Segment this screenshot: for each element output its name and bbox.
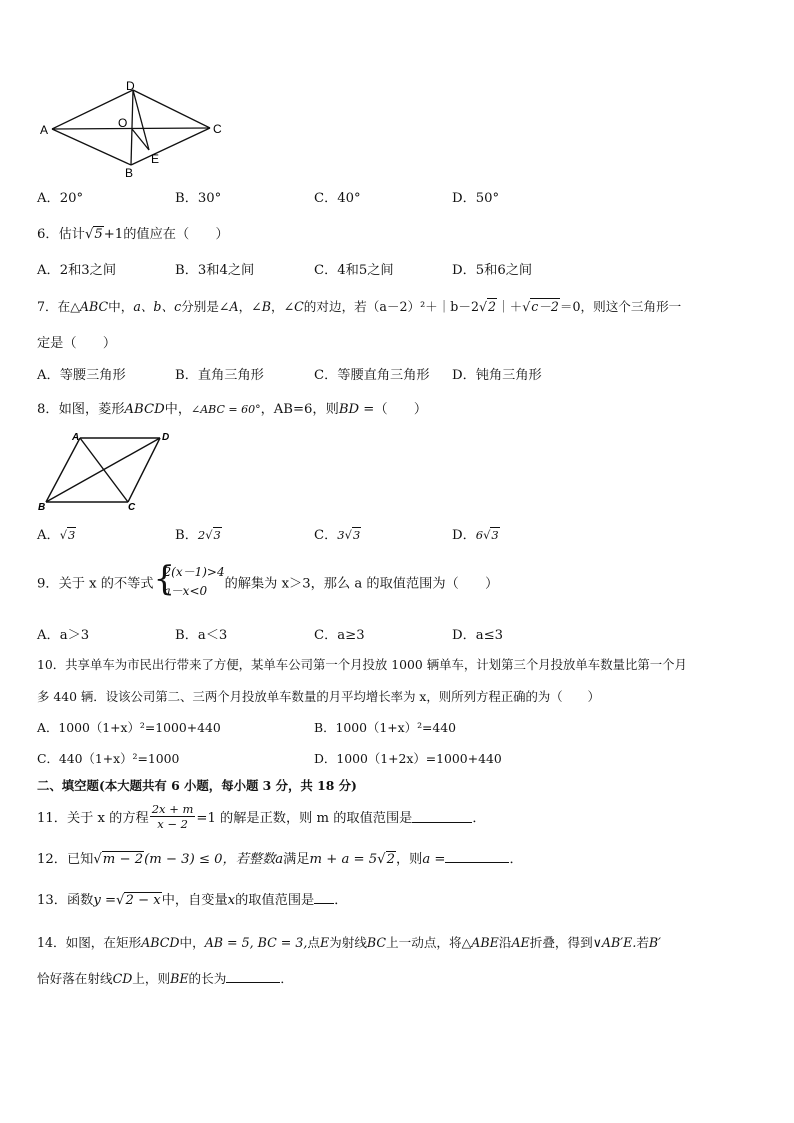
inequality-system: { 2(x－1)>4 a－x<0 [153, 559, 225, 599]
q10-option-d: D．1000（1+2x）=1000+440 [314, 751, 502, 766]
q12-answer-blank [445, 850, 509, 863]
diag-ac [52, 128, 210, 129]
q13-answer-blank [314, 891, 334, 904]
q10-option-a: A．1000（1+x）²=1000+440 [37, 720, 221, 735]
fig5-label-a: A [40, 123, 49, 137]
q10-option-b: B．1000（1+x）²=440 [314, 720, 457, 735]
diag-db [131, 90, 133, 165]
q5-option-c: C．40° [314, 191, 361, 206]
q14-stem-line1: 14．如图，在矩形ABCD中，AB = 5, BC = 3,点E为射线BC上一动点，将△ABE沿AE折叠，得到∨AB′E.若B′ [37, 935, 662, 950]
q7-stem-line2: 定是（ ） [37, 336, 117, 351]
q7-stem-line1: 7．在△ABC中，a、b、c分别是∠A，∠B，∠C的对边，若（a－2）²＋｜b－2√2｜＋√c－2＝0，则这个三角形一 [37, 299, 682, 314]
edge-ba [52, 129, 131, 165]
q8-stem: 8．如图，菱形ABCD中，∠ABC = 60°，AB=6，则BD =（ ） [37, 402, 428, 417]
q6-option-b: B．3和4之间 [175, 263, 255, 278]
q11-fraction: $\frac{2x + m}{x - 2}$ [151, 802, 194, 831]
fig5-label-o: O [118, 116, 128, 130]
q5-option-b: B．30° [175, 191, 222, 206]
q14-stem-line2: 恰好落在射线CD上，则BE的长为 ． [37, 971, 293, 986]
q8-option-b: B．2√3 [175, 528, 221, 543]
q9-option-d: D．a≤3 [452, 628, 504, 643]
q5-option-d: D．50° [452, 191, 500, 206]
q9-option-c: C．a≥3 [314, 628, 365, 643]
section-2-heading: 二、填空题(本大题共有 6 小题，每小题 3 分，共 18 分) [37, 778, 357, 793]
q14-answer-blank [226, 970, 280, 983]
q11-answer-blank [412, 810, 472, 823]
q8-label-d: D [162, 432, 170, 443]
q10-stem-line2: 多 440 辆．设该公司第二、三两个月投放单车数量的月平均增长率为 x，则所列方程正确的为（ ） [37, 689, 600, 704]
edge-cb [131, 128, 210, 165]
q6-option-a: A．2和3之间 [37, 263, 117, 278]
q9-option-b: B．a＜3 [175, 628, 228, 643]
q9-option-a: A．a＞3 [37, 628, 90, 643]
q6-option-d: D．5和6之间 [452, 263, 533, 278]
fig5-label-d: D [126, 80, 135, 93]
fig5-label-e: E [151, 152, 160, 166]
q8-label-c: C [128, 502, 136, 512]
q10-option-c: C．440（1+x）²=1000 [37, 751, 180, 766]
q8-option-a: A．√3 [37, 528, 76, 543]
q7-option-d: D．钝角三角形 [452, 368, 542, 383]
q5-figure [38, 80, 228, 180]
q12-stem: 12．已知√m − 2(m − 3) ≤ 0，若整数a满足m + a = 5√2，则a = ． [37, 852, 523, 867]
q7-option-c: C．等腰直角三角形 [314, 368, 430, 383]
q11-stem: 11．关于 x 的方程 $\frac{2x + m}{x - 2}$ =1 的解是正数，则 m 的取值范围是 ． [37, 802, 486, 831]
q7-option-b: B．直角三角形 [175, 368, 264, 383]
q8-option-d: D．6√3 [452, 528, 499, 543]
sqrt-5: √5 [84, 227, 103, 242]
q5-option-a: A．20° [37, 191, 84, 206]
q8-figure [36, 430, 176, 512]
fig5-label-b: B [125, 166, 134, 180]
q10-stem-line1: 10．共享单车为市民出行带来了方便，某单车公司第一个月投放 1000 辆单车，计划第三个月投放单车数量比第一个月 [37, 657, 687, 672]
q9-stem: 9．关于 x 的不等式 { 2(x－1)>4 a－x<0 的解集为 x＞3，那么 a 的取值范围为（ ） [37, 559, 499, 599]
q8-label-a: A [72, 432, 80, 443]
q8-option-c: C．3√3 [314, 528, 361, 543]
q13-stem: 13．函数y =√2 − x中，自变量x的取值范围是 ． [37, 893, 348, 908]
fig5-label-c: C [213, 122, 222, 136]
q6-option-c: C．4和5之间 [314, 263, 394, 278]
q6-stem: 6．估计√5+1的值应在（ ） [37, 227, 229, 242]
q8-label-b: B [38, 502, 46, 512]
q7-option-a: A．等腰三角形 [37, 368, 126, 383]
edge-dc [133, 90, 210, 128]
